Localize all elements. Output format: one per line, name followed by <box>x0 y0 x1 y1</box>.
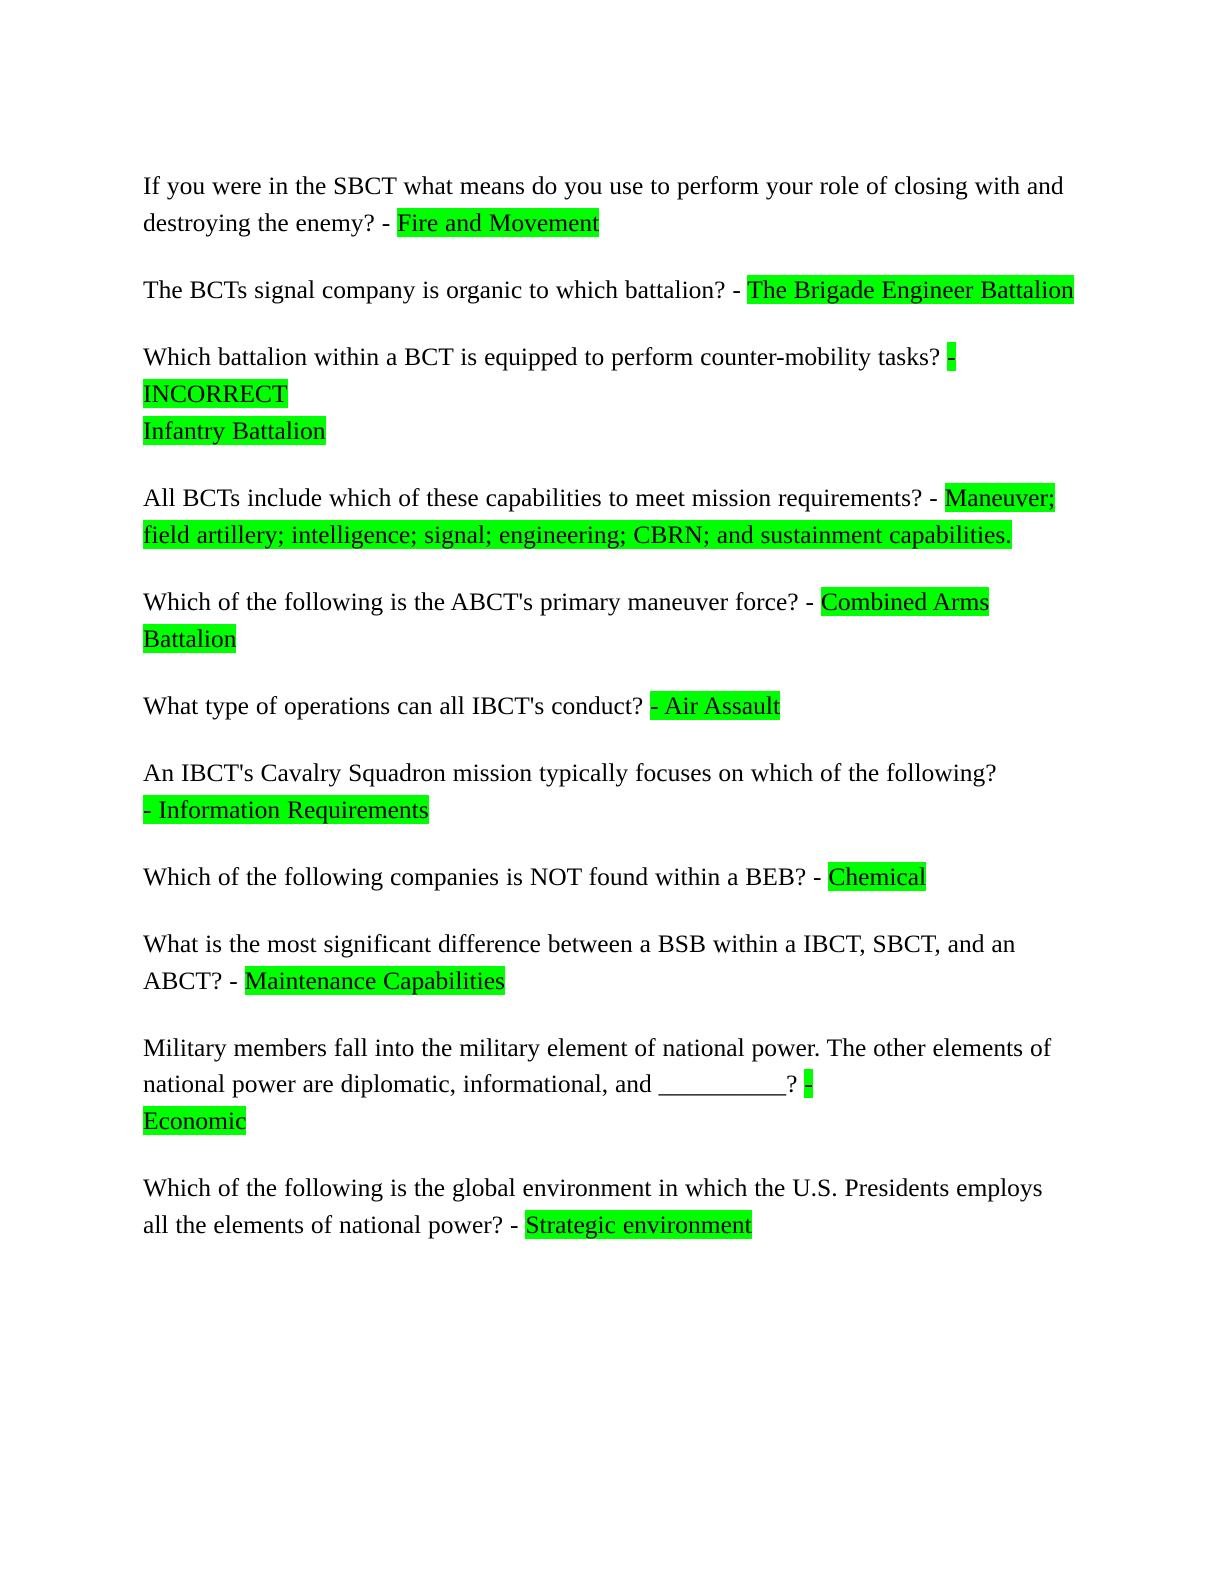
question-text: All BCTs include which of these capabilities to meet mission requirements? - <box>143 482 938 512</box>
answer-highlight: Strategic environment <box>525 1210 752 1240</box>
answer-line-2-wrap <box>143 376 1074 413</box>
answer-highlight: The Brigade Engineer Battalion <box>747 274 1074 304</box>
answer-line-3-wrap <box>143 413 1074 450</box>
qa-item <box>143 926 1074 1000</box>
qa-list <box>143 168 1074 1244</box>
answer-line-wrap <box>143 792 1074 829</box>
space <box>238 966 245 995</box>
qa-item <box>143 1030 1074 1141</box>
qa-item <box>143 688 1074 725</box>
question-text: Which of the following is the global environment in which the U.S. Presidents employs all the elements of national power? - <box>143 1173 1043 1240</box>
qa-item <box>143 1170 1074 1244</box>
answer-highlight: - Air Assault <box>650 690 781 720</box>
qa-item <box>143 272 1074 309</box>
answer-incorrect-label: INCORRECT <box>143 378 288 408</box>
qa-item <box>143 339 1074 450</box>
question-text: Which of the following is the ABCT's primary maneuver force? - <box>143 586 814 616</box>
question-text: An IBCT's Cavalry Squadron mission typically focuses on which of the following? <box>143 757 997 787</box>
qa-item <box>143 755 1074 829</box>
answer-highlight: Chemical <box>828 861 927 891</box>
qa-item <box>143 859 1074 896</box>
question-text: The BCTs signal company is organic to which battalion? - <box>143 274 741 304</box>
question-text: Military members fall into the military element of national power. The other elements of national power are diplomatic, informational, and __________? <box>143 1032 1052 1099</box>
qa-item <box>143 168 1074 242</box>
qa-item <box>143 480 1074 554</box>
question-text: What type of operations can all IBCT's conduct? <box>143 690 644 720</box>
question-text: Which of the following companies is NOT found within a BEB? - <box>143 861 822 891</box>
answer-value: Economic <box>143 1106 247 1136</box>
answer-highlight: - Information Requirements <box>143 794 429 824</box>
qa-item <box>143 584 1074 658</box>
question-text: If you were in the SBCT what means do you use to perform your role of closing with and destroying the enemy? - <box>143 171 1064 237</box>
answer-highlight: - <box>947 341 956 371</box>
question-text: Which battalion within a BCT is equipped to perform counter-mobility tasks? <box>143 341 941 371</box>
answer-correct-value: Infantry Battalion <box>143 415 326 445</box>
space <box>814 587 821 616</box>
answer-highlight: Maintenance Capabilities <box>244 965 505 995</box>
answer-line-2-wrap <box>143 1103 1074 1140</box>
space <box>938 483 945 512</box>
answer-highlight: Maneuver; field artillery; intelligence; signal; engineering; CBRN; and sustainment capabilities. <box>143 482 1056 549</box>
question-text: What is the most significant difference between a BSB within a IBCT, SBCT, and an ABCT? - <box>143 928 1016 995</box>
answer-highlight: - <box>804 1069 813 1099</box>
answer-highlight: Combined Arms Battalion <box>143 586 990 653</box>
answer-highlight: Fire and Movement <box>397 207 600 237</box>
